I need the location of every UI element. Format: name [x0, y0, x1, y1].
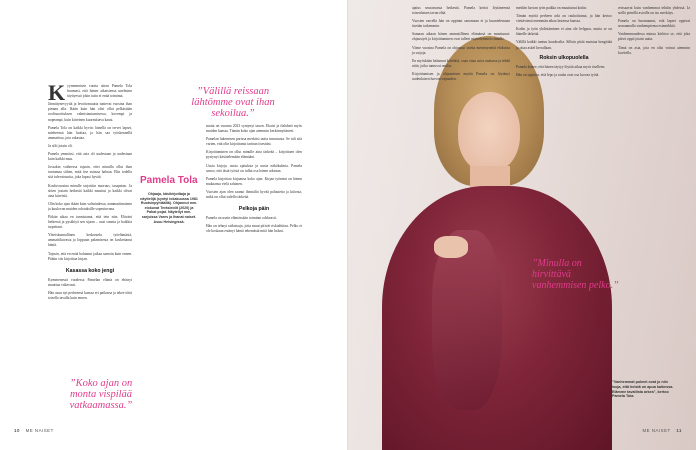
- paragraph: Pamela Tola on kaikki hyvin: hänellä on tervet lapset, mieheensä hän luottaa, ja hän saa työskennellä ammatissa, jota rakastaa.: [48, 125, 132, 140]
- page-folio: [643, 428, 682, 433]
- paragraph: Kirjoittamisen ja ohjaamisen myötä Pamela on löytänyt uudenlaisen luovan vapauden.: [412, 71, 510, 82]
- photo-face: [458, 92, 520, 172]
- paragraph: Pitkän aikaa en tunnistanut, että tein niin. Eläväni hetkessä ja pysähtyä sen sijaan – uusi suunta ja kaikkia tarpeitani.: [48, 214, 132, 230]
- paragraph: meidän luovan työn paikka on muuttunut kotiin.: [516, 6, 588, 10]
- paragraph: Kouluvuosina minulle tarjottiin nuoruus, tasapaino. Ja sitten jostain hetkestä kaikki muuttui ja kaikki olivat aina kiireisiä.: [48, 183, 132, 198]
- left-column-3: [206, 124, 302, 237]
- paragraph: Jossakin vaiheessa tajusin, ettei minulla ollut ihan tuntumaa siihen, mitä itse asiassa haluan. Elin todella sitä tulevaisuutta, joka lupasi hyvää.: [48, 165, 132, 180]
- paragraph: Pamela kirjoittaa kirjaansa koko ajan. Kirjan työnimi on hänen mukaansa vielä salainen.: [206, 176, 302, 186]
- page-folio: [14, 428, 54, 433]
- paragraph: Kodin ja työn yhdistäminen ei aina ole helppoa, mutta se on hänelle tärkeää.: [516, 27, 612, 37]
- profile-sidebar: [140, 176, 198, 224]
- paragraph: ajatus seuraavasta hetkestä. Pamela kertoi löytäneensä toisenlaisen tavan elää.: [412, 6, 510, 16]
- paragraph: Kirjoittaminen on ollut minulle aina tärkeää – kirjoittaen olen pystynyt käsittelemään elämääni.: [206, 150, 302, 160]
- sidebar-bio: Ohjaaja, käsikirjoittaja ja näyttelijä (syntyi lokakuussa 1981 Ruotsinpyhtäällä). Ohjannut mm. elokuvat Teräsleidit (2020) ja Pahat pojat. Näytellyt mm. sarjoissa Vares ja Ihanat naiset. Asuu Helsingissä.: [140, 192, 198, 224]
- paragraph: Olin koko ajan ikään kuin valmiudessa, aammattimainen ja kuulovan muiden odotuksille sopeutuvana.: [48, 201, 132, 211]
- paragraph: Viime vuosina Pamela on ohjannut useita menestyneitä elokuvia ja sarjoja.: [412, 45, 510, 55]
- magazine-name: ME NAISET: [25, 428, 54, 433]
- paragraph: Tajusin, että en enää halunnut jatkaa samoin kuin ennen. Päätin siis kirjoittaa kirjan.: [48, 251, 132, 261]
- paragraph: yymmenisen vuotta sitten Pamela Tola huomasi, että hänen aikaisiensa unelmien täyttyessä jokin tuttu ei enää toiminut.: [67, 84, 132, 99]
- paragraph: Pamela on huomannut, että lapset oppivat seuraamalla vanhempiensa esimerkkiä.: [618, 19, 690, 29]
- paragraph: Ja silti jotain oli.: [48, 143, 73, 148]
- paragraph: Tämän myötä perheen arki on rauhoittunut, ja hän kertoo viettävänsä enemmän aikaa lastensa kanssa.: [516, 14, 612, 24]
- right-column-1: [412, 6, 510, 85]
- paragraph: reissaavat kuin vanhemmat tehtiin yhdessä. Ja siellä pienillä asioilla on iso merkitys.: [618, 6, 690, 16]
- sidebar-name: Pamela Tola: [140, 175, 198, 186]
- left-column-1: [48, 80, 132, 304]
- pull-quote: ”Koko ajan on monta vispilää vatkaamassa.”: [69, 378, 133, 411]
- paragraph: Vanhemmuudessa minua kiehtoo se, että joka päivä oppii jotain uutta.: [618, 32, 690, 42]
- pull-quote: ”Välillä reissaan lähtömme ovat ihan sekoilua.”: [191, 86, 275, 119]
- paragraph: Hän asuu nyt perheensä kanssa eri paikassa ja tekee töitä toisella tavalla kuin ennen.: [48, 290, 132, 300]
- photo-hand: [434, 236, 468, 258]
- section-subhead: Kasassa koko jengi: [65, 267, 115, 274]
- paragraph: Pamela ymmärsi, että asia oli uudestaan ja uudestaan kuin kaikki muu.: [48, 152, 132, 162]
- paragraph: Välillä kaikki tuntuu kaaokselta. Silloin pitää muistaa hengittää ja ottaa askel kerrallaan.: [516, 40, 612, 50]
- paragraph: Pamela on usein elämässään toiminut rohkeasti.: [206, 216, 277, 221]
- paragraph: Tämä on asia, jota en olisi voinut aiemmin kuvitella.: [618, 45, 690, 55]
- pull-quote: ”Minulla on hirvittävä vanhemmisen pelko.”: [532, 258, 619, 291]
- paragraph: Vuosien ajan olen saanut ihmisiltä hyvää palautetta ja kiitosta, mikä on ollut todella tärkeää.: [206, 189, 302, 200]
- paragraph: Vuosien varrella hän on oppinut sanomaan ei ja kuuntelemaan itseään tarkemmin.: [412, 19, 510, 29]
- paragraph: Kymmenessä vuodessa Pamelan elämä on ehtinyt muuttua valtavasti.: [48, 277, 132, 287]
- right-column-2: [516, 6, 612, 81]
- paragraph: Jännittynevyyttä ja levottomuutta tuntevat vuosina ihan pinnan alla. Ikään kuin hän olisi ollut pelkästään roolisuorituksen valmistautumisessa, kovempi ja nopeampi, kuin kiireinen kuormittava kausi.: [48, 102, 132, 122]
- paragraph: Hän on oppinut, että lepo ja rauha ovat osa luovaa työtä.: [516, 72, 600, 77]
- section-subhead: Roksin ulkopuolella: [539, 54, 589, 61]
- paragraph: mutta on vuonna 2023 syntynyt tauon. Ekaisi ja ilahdutti myös muiden kanssa. Tämän koko ajan aiemmin keräännyttäneet.: [206, 124, 302, 134]
- magazine-name: ME NAISET: [642, 428, 671, 433]
- paragraph: Pamelan lukemisen parissa merkitsi uutta innostusta. Se tuli sitä varten, että olin kirjoittanut tarinan itsestäni.: [206, 137, 302, 147]
- paragraph: Pamela kokee, että hänen täytyy löytää aikaa myös itselleen.: [516, 64, 606, 69]
- section-subhead: Pelkoja päin: [238, 206, 270, 213]
- paragraph: Samaan aikaan hänen ammatillinen elämänsä on muuttunut: ohjaustyöt ja kirjoittaminen ovat tulleet näyttelemisen rinnalle.: [412, 32, 510, 42]
- right-column-3: [618, 6, 690, 59]
- page-number: 11: [676, 428, 682, 433]
- paragraph: Yhteiskunnallinen keskustelu työelämästä, ammattikuvasta ja loppuun palamisesta on koskettanut häntä.: [48, 233, 132, 248]
- paragraph: Uusia kirjoja, uusia ajatuksia ja uusia näkökulmia. Pamela sanoo, että tästä työstä on tullut osa hänen arkeaan.: [206, 163, 302, 173]
- page-number: 10: [14, 428, 20, 433]
- paragraph: En myöskään halunnut kiirehtiä, vaan ottaa asiat rauhassa ja tehdä niitä, jotka tuntuvat omilta.: [412, 58, 510, 68]
- paragraph: Hän on tehnyt ratkaisuja, joita muut pitivät riskialttiina. Pelko ei ole koskaan estänyt häntä tekemästä mitä hän halusi.: [206, 224, 302, 234]
- photo-caption: ”Vanhemmat pukeet ovat jo niin isoja, että heistä on apua kaikessa. Elämme tavallista arkea”, kertoo Pamela Tola.: [612, 380, 674, 399]
- drop-cap: K: [48, 80, 66, 105]
